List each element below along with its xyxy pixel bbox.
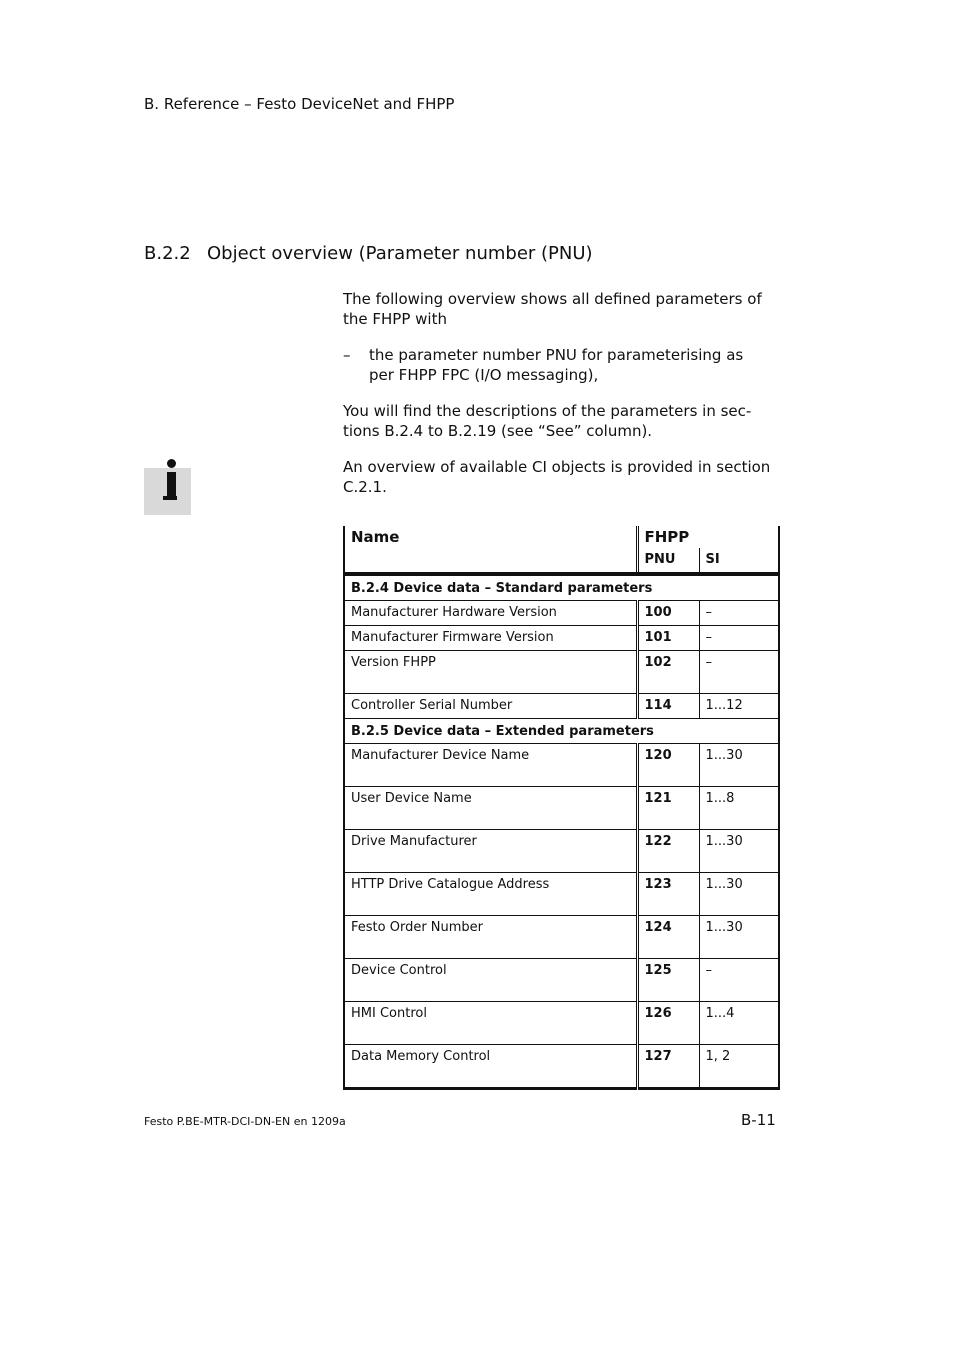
section-title: Object overview (Parameter number (PNU) [207, 243, 593, 264]
bullet-text: the parameter number PNU for parameterising as per FHPP FPC (I/O messaging), [369, 346, 744, 384]
cell-pnu: 121 [637, 787, 699, 830]
cell-si: 1...30 [699, 830, 779, 873]
cell-name: Drive Manufacturer [344, 830, 637, 873]
cell-si: 1, 2 [699, 1045, 779, 1089]
section-number: B.2.2 [144, 243, 191, 264]
cell-pnu: 126 [637, 1002, 699, 1045]
group-title: B.2.5 Device data – Extended parameters [344, 719, 779, 744]
bullet-dash: – [343, 346, 351, 364]
cell-pnu: 114 [637, 694, 699, 719]
running-header: B. Reference – Festo DeviceNet and FHPP [144, 95, 455, 113]
cell-name: Data Memory Control [344, 1045, 637, 1089]
section-heading [144, 243, 593, 264]
cell-name: HTTP Drive Catalogue Address [344, 873, 637, 916]
info-icon [144, 468, 191, 515]
table-row [344, 873, 779, 916]
cell-name: Device Control [344, 959, 637, 1002]
table-row [344, 601, 779, 626]
cell-pnu: 127 [637, 1045, 699, 1089]
cell-name: Manufacturer Device Name [344, 744, 637, 787]
cell-name: Manufacturer Firmware Version [344, 626, 637, 651]
cell-pnu: 120 [637, 744, 699, 787]
cell-si: 1...8 [699, 787, 779, 830]
cell-si: – [699, 601, 779, 626]
cell-name: Controller Serial Number [344, 694, 637, 719]
cell-si: 1...30 [699, 744, 779, 787]
table-row [344, 787, 779, 830]
table-row [344, 959, 779, 1002]
table-row [344, 744, 779, 787]
cell-name: User Device Name [344, 787, 637, 830]
cell-pnu: 123 [637, 873, 699, 916]
cell-pnu: 124 [637, 916, 699, 959]
page-number: B-11 [741, 1111, 776, 1129]
header-pnu: PNU [637, 548, 699, 574]
intro-paragraph: The following overview shows all defined parameters of the FHPP with [343, 290, 762, 328]
header-fhpp: FHPP [637, 526, 779, 548]
header-si: SI [699, 548, 779, 574]
table-row [344, 626, 779, 651]
cell-si: – [699, 651, 779, 694]
table-row [344, 1045, 779, 1089]
table-row [344, 694, 779, 719]
cell-si: – [699, 959, 779, 1002]
cell-pnu: 122 [637, 830, 699, 873]
parameter-table [343, 526, 780, 1090]
table-group-row [344, 574, 779, 601]
table-group-row [344, 719, 779, 744]
cell-name: HMI Control [344, 1002, 637, 1045]
cell-pnu: 101 [637, 626, 699, 651]
table-row [344, 651, 779, 694]
cell-name: Manufacturer Hardware Version [344, 601, 637, 626]
cell-si: – [699, 626, 779, 651]
group-title: B.2.4 Device data – Standard parameters [344, 574, 779, 601]
note-paragraph: An overview of available CI objects is provided in section C.2.1. [343, 458, 771, 496]
header-name: Name [344, 526, 637, 574]
cell-name: Version FHPP [344, 651, 637, 694]
table-row [344, 830, 779, 873]
cell-pnu: 102 [637, 651, 699, 694]
table-row [344, 916, 779, 959]
cell-si: 1...12 [699, 694, 779, 719]
cell-si: 1...4 [699, 1002, 779, 1045]
table-row [344, 1002, 779, 1045]
descriptions-paragraph: You will find the descriptions of the parameters in sections B.2.4 to B.2.19 (see “See” column). [343, 402, 752, 440]
footer-doc-id: Festo P.BE-MTR-DCI-DN-EN en 1209a [144, 1115, 346, 1128]
cell-pnu: 125 [637, 959, 699, 1002]
cell-si: 1...30 [699, 916, 779, 959]
cell-si: 1...30 [699, 873, 779, 916]
cell-pnu: 100 [637, 601, 699, 626]
cell-name: Festo Order Number [344, 916, 637, 959]
